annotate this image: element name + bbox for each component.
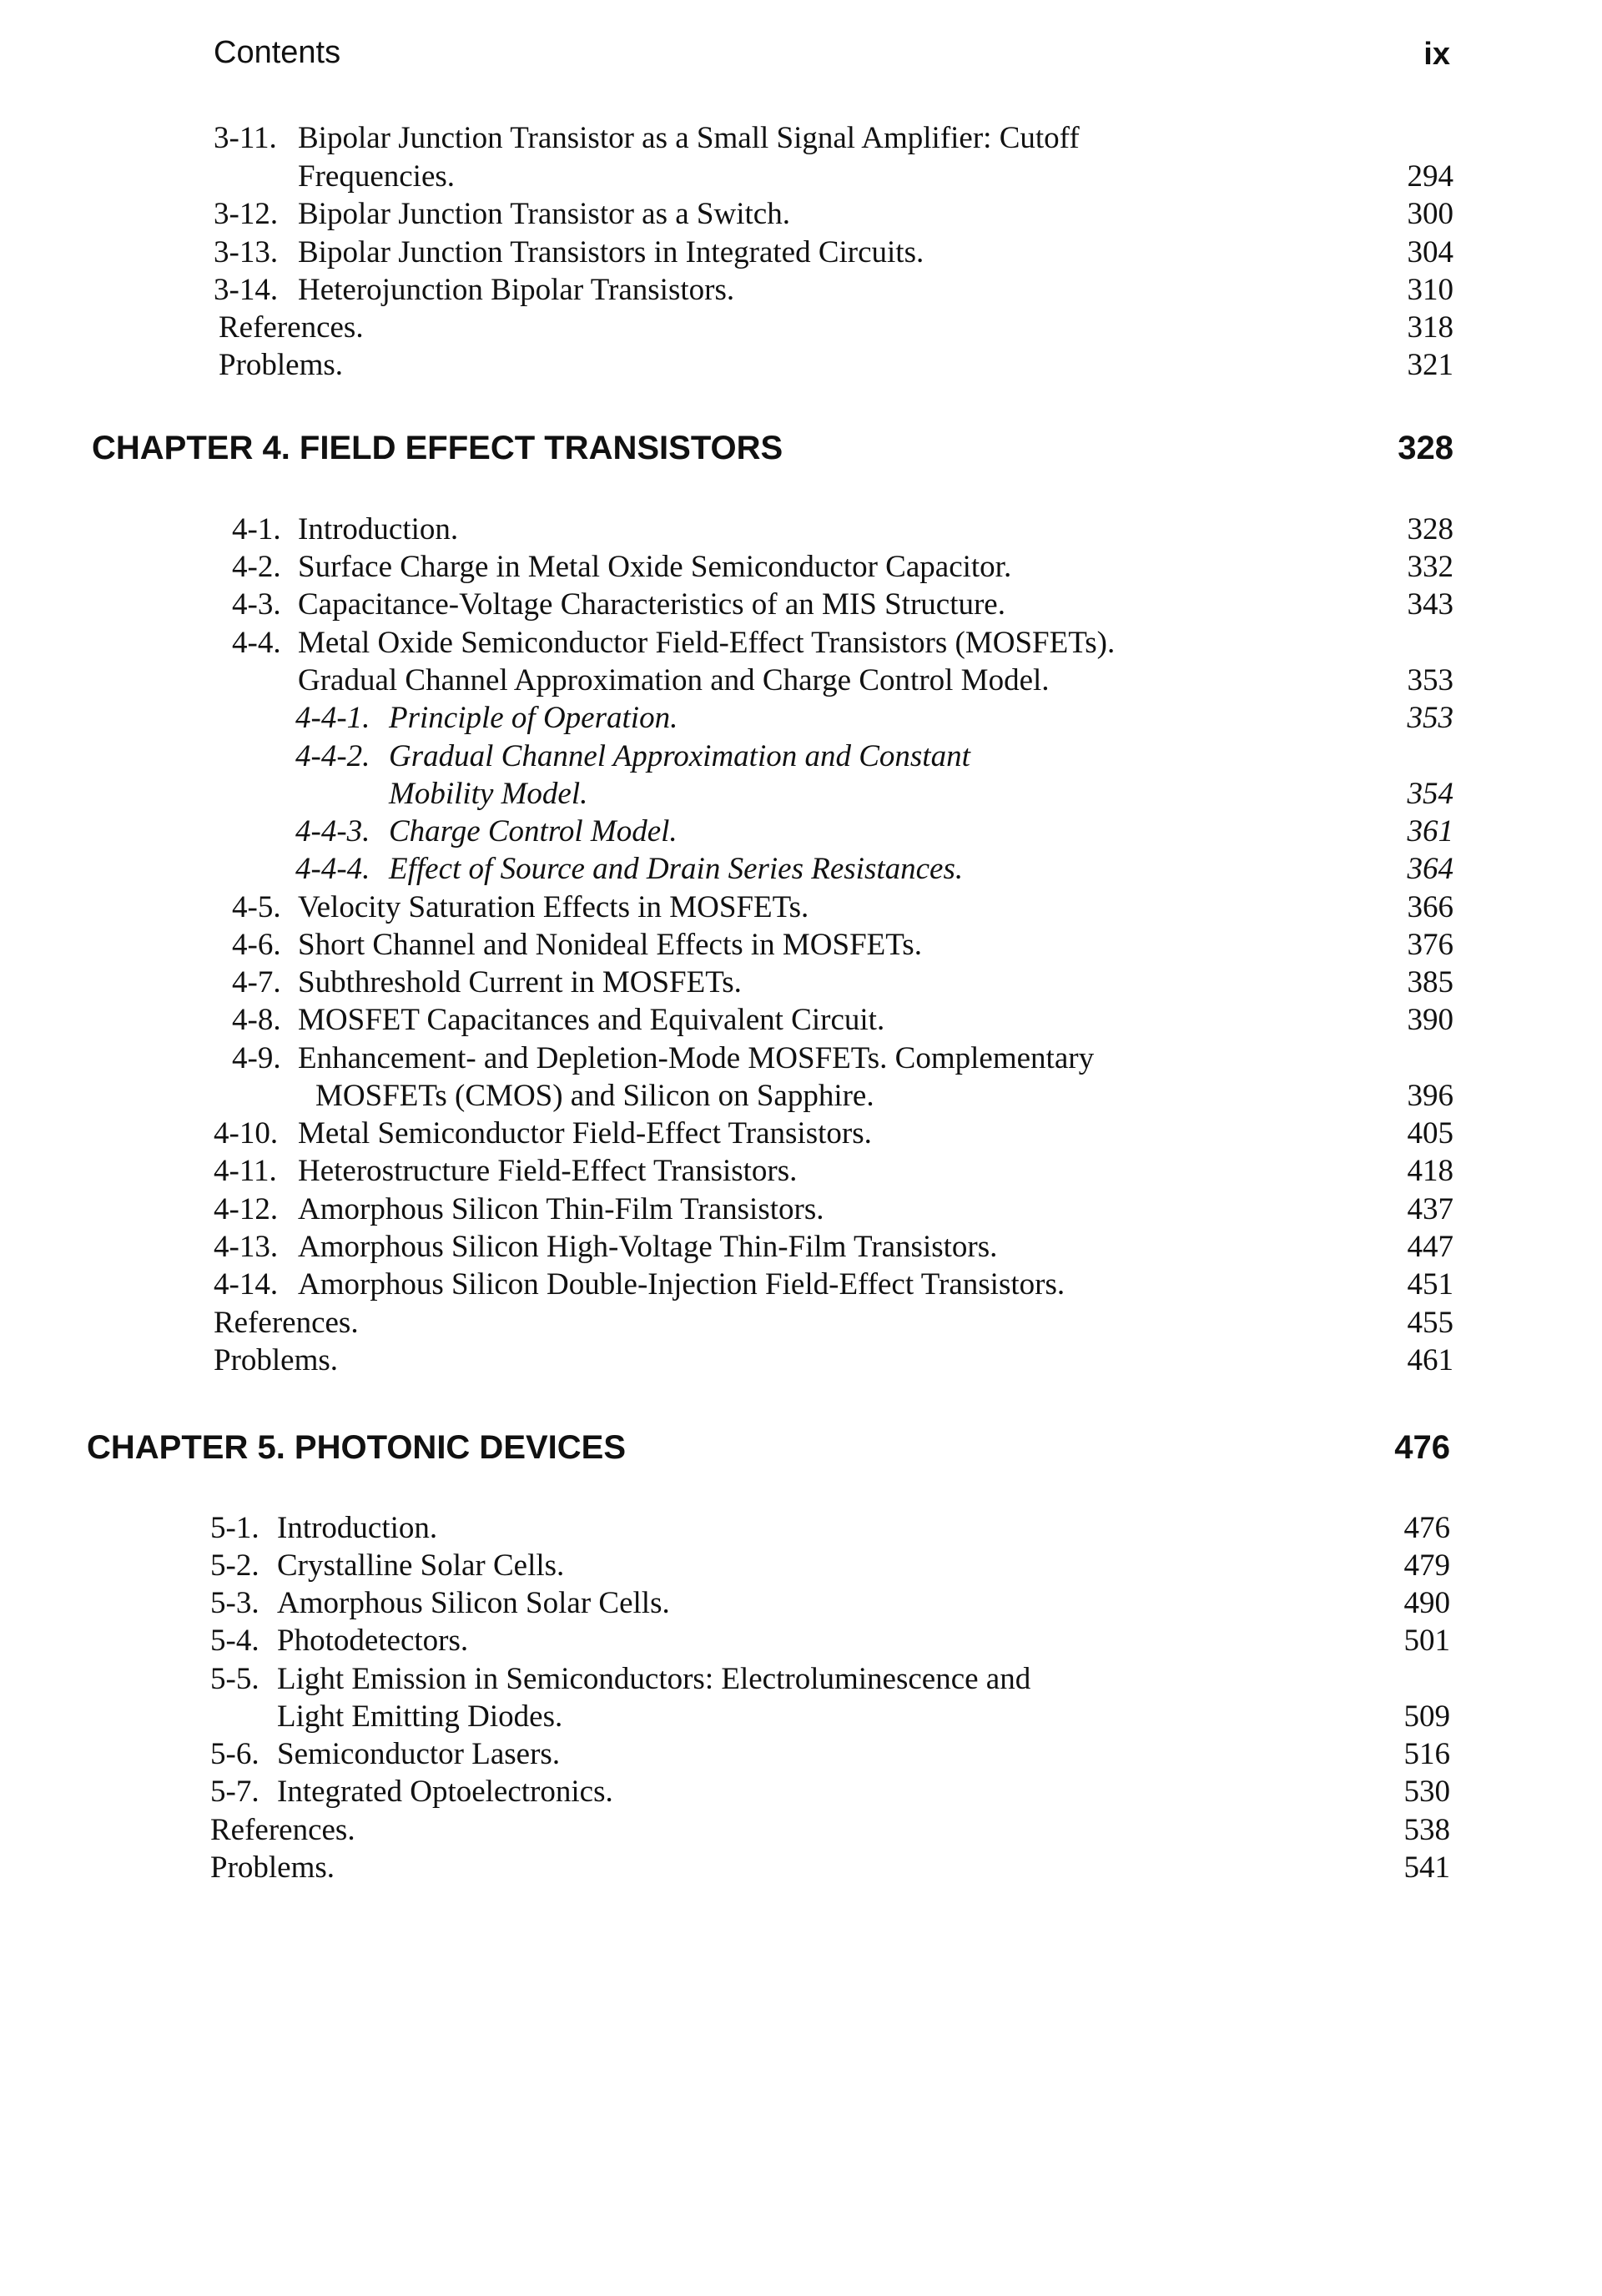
toc-entry — [214, 662, 1453, 700]
entry-title: Light Emission in Semiconductors: Electroluminescence and — [277, 1662, 1031, 1696]
entry-page: 294 — [1407, 159, 1453, 194]
entry-number: 3-13. — [214, 235, 279, 269]
running-header: Contents — [214, 35, 341, 70]
entry-number: 4-7. — [232, 965, 281, 999]
entry-number: 4-4-1. — [295, 701, 370, 735]
entry-title: Integrated Optoelectronics. — [277, 1775, 613, 1809]
entry-number: 3-14. — [214, 273, 279, 307]
entry-title: Short Channel and Nonideal Effects in MOSFETs. — [298, 928, 922, 962]
entry-page: 376 — [1407, 928, 1453, 962]
toc-subentry — [214, 738, 1453, 776]
toc-entry — [214, 1115, 1453, 1153]
entry-title: References. — [214, 1306, 359, 1340]
toc-entry — [210, 1811, 1450, 1850]
entry-title: Charge Control Model. — [389, 814, 678, 848]
entry-number: 4-13. — [214, 1230, 279, 1264]
entry-title: Effect of Source and Drain Series Resistances. — [389, 852, 964, 886]
toc-entry — [214, 1152, 1453, 1191]
entry-title: Problems. — [219, 348, 344, 382]
entry-title: Amorphous Silicon Solar Cells. — [277, 1586, 670, 1620]
entry-page: 343 — [1407, 587, 1453, 622]
entry-number: 4-11. — [214, 1154, 277, 1188]
entry-number: 4-4-2. — [295, 739, 370, 773]
toc-entry — [210, 1584, 1450, 1623]
entry-page: 437 — [1407, 1192, 1453, 1226]
entry-number: 5-6. — [210, 1737, 259, 1771]
entry-number: 5-5. — [210, 1662, 259, 1696]
toc-entry — [210, 1509, 1450, 1548]
entry-page: 353 — [1407, 701, 1453, 735]
entry-title: Principle of Operation. — [389, 701, 678, 735]
entry-page: 310 — [1407, 273, 1453, 307]
entry-page: 455 — [1407, 1306, 1453, 1340]
entry-page: 461 — [1407, 1343, 1453, 1377]
toc-entry — [210, 1622, 1450, 1660]
entry-title: Velocity Saturation Effects in MOSFETs. — [298, 890, 809, 924]
entry-title: References. — [210, 1813, 355, 1847]
toc-entry — [214, 195, 1453, 234]
toc-entry — [214, 1001, 1453, 1040]
entry-title: Capacitance-Voltage Characteristics of an MIS Structure. — [298, 587, 1005, 622]
entry-title: Problems. — [214, 1343, 339, 1377]
toc-entry — [214, 346, 1453, 385]
toc-entry — [210, 1735, 1450, 1774]
entry-page: 490 — [1403, 1586, 1450, 1620]
toc-entry — [214, 1342, 1453, 1380]
entry-title: Subthreshold Current in MOSFETs. — [298, 965, 742, 999]
toc-subentry — [214, 775, 1453, 813]
entry-title: Amorphous Silicon Thin-Film Transistors. — [298, 1192, 824, 1226]
entry-page: 501 — [1403, 1624, 1450, 1658]
toc-entry — [210, 1698, 1450, 1736]
entry-title: Introduction. — [298, 512, 459, 546]
entry-title: Crystalline Solar Cells. — [277, 1548, 565, 1583]
entry-title: Problems. — [210, 1850, 335, 1885]
entry-page: 530 — [1403, 1775, 1450, 1809]
entry-title: Introduction. — [277, 1511, 438, 1545]
toc-entry — [214, 964, 1453, 1002]
toc-entry — [214, 1266, 1453, 1304]
entry-page: 447 — [1407, 1230, 1453, 1264]
toc-entry — [214, 624, 1453, 662]
entry-number: 5-7. — [210, 1775, 259, 1809]
toc-entry — [214, 1040, 1453, 1078]
entry-page: 541 — [1403, 1850, 1450, 1885]
entry-number: 4-10. — [214, 1116, 279, 1151]
entry-title: MOSFETs (CMOS) and Silicon on Sapphire. — [315, 1079, 874, 1113]
entry-page: 509 — [1403, 1699, 1450, 1734]
toc-entry — [210, 1849, 1450, 1887]
entry-number: 4-1. — [232, 512, 281, 546]
toc-entry — [214, 586, 1453, 624]
entry-title: Semiconductor Lasers. — [277, 1737, 561, 1771]
entry-title: Metal Semiconductor Field-Effect Transistors. — [298, 1116, 872, 1151]
entry-title: Amorphous Silicon High-Voltage Thin-Film Transistors. — [298, 1230, 998, 1264]
page-number: ix — [1423, 37, 1450, 72]
entry-title: Gradual Channel Approximation and Charge Control Model. — [298, 663, 1050, 697]
entry-number: 4-2. — [232, 550, 281, 584]
entry-title: Amorphous Silicon Double-Injection Field-Effect Transistors. — [298, 1267, 1065, 1302]
toc-entry — [214, 889, 1453, 927]
entry-page: 300 — [1407, 197, 1453, 231]
entry-title: Metal Oxide Semiconductor Field-Effect Transistors (MOSFETs). — [298, 626, 1116, 660]
entry-page: 321 — [1407, 348, 1453, 382]
toc-entry — [214, 1228, 1453, 1266]
toc-entry — [214, 309, 1453, 347]
entry-title: Heterostructure Field-Effect Transistors. — [298, 1154, 798, 1188]
entry-page: 516 — [1403, 1737, 1450, 1771]
toc-entry — [214, 926, 1453, 964]
entry-number: 4-4-4. — [295, 852, 370, 886]
entry-number: 4-6. — [232, 928, 281, 962]
chapter-title: CHAPTER 5. PHOTONIC DEVICES — [87, 1429, 627, 1466]
toc-entry — [210, 1773, 1450, 1811]
entry-page: 385 — [1407, 965, 1453, 999]
entry-number: 4-8. — [232, 1003, 281, 1037]
entry-number: 5-4. — [210, 1624, 259, 1658]
toc-entry — [210, 1547, 1450, 1585]
entry-title: Bipolar Junction Transistors in Integrated Circuits. — [298, 235, 924, 269]
entry-page: 479 — [1403, 1548, 1450, 1583]
entry-number: 4-4-3. — [295, 814, 370, 848]
toc-subentry — [214, 813, 1453, 851]
entry-title: Frequencies. — [298, 159, 456, 194]
entry-page: 328 — [1407, 512, 1453, 546]
toc-entry — [214, 1191, 1453, 1229]
toc-entry — [214, 511, 1453, 549]
chapter-4-heading — [92, 427, 1453, 469]
entry-page: 304 — [1407, 235, 1453, 269]
toc-entry — [214, 1077, 1453, 1115]
entry-page: 332 — [1407, 550, 1453, 584]
entry-title: MOSFET Capacitances and Equivalent Circuit. — [298, 1003, 885, 1037]
entry-page: 361 — [1407, 814, 1453, 848]
toc-entry — [214, 158, 1453, 196]
toc-entry — [214, 271, 1453, 310]
toc-subentry — [214, 699, 1453, 738]
entry-title: Enhancement- and Depletion-Mode MOSFETs. Complementary — [298, 1041, 1095, 1075]
entry-number: 5-3. — [210, 1586, 259, 1620]
toc-entry — [214, 548, 1453, 587]
entry-page: 405 — [1407, 1116, 1453, 1151]
entry-title: Bipolar Junction Transistor as a Small Signal Amplifier: Cutoff — [298, 121, 1080, 155]
entry-number: 4-12. — [214, 1192, 279, 1226]
entry-page: 353 — [1407, 663, 1453, 697]
entry-title: Mobility Model. — [389, 777, 588, 811]
entry-title: References. — [219, 310, 364, 345]
chapter-page: 328 — [1398, 430, 1453, 466]
toc-entry — [214, 234, 1453, 272]
toc-entry — [210, 1660, 1450, 1699]
entry-title: Light Emitting Diodes. — [277, 1699, 563, 1734]
entry-title: Bipolar Junction Transistor as a Switch. — [298, 197, 790, 231]
entry-number: 3-12. — [214, 197, 279, 231]
entry-number: 4-9. — [232, 1041, 281, 1075]
entry-page: 538 — [1403, 1813, 1450, 1847]
entry-page: 451 — [1407, 1267, 1453, 1302]
chapter-page: 476 — [1394, 1429, 1450, 1466]
toc-subentry — [214, 850, 1453, 889]
entry-number: 4-4. — [232, 626, 281, 660]
toc-entry — [214, 1304, 1453, 1342]
entry-number: 5-1. — [210, 1511, 259, 1545]
entry-page: 366 — [1407, 890, 1453, 924]
entry-page: 390 — [1407, 1003, 1453, 1037]
entry-page: 396 — [1407, 1079, 1453, 1113]
entry-number: 4-5. — [232, 890, 281, 924]
entry-number: 4-14. — [214, 1267, 279, 1302]
chapter-5-heading — [87, 1427, 1450, 1468]
chapter-title: CHAPTER 4. FIELD EFFECT TRANSISTORS — [92, 430, 783, 466]
toc-entry — [214, 119, 1453, 158]
entry-page: 476 — [1403, 1511, 1450, 1545]
entry-title: Photodetectors. — [277, 1624, 469, 1658]
entry-page: 418 — [1407, 1154, 1453, 1188]
entry-number: 5-2. — [210, 1548, 259, 1583]
entry-title: Heterojunction Bipolar Transistors. — [298, 273, 735, 307]
entry-page: 318 — [1407, 310, 1453, 345]
entry-number: 3-11. — [214, 121, 277, 155]
entry-page: 354 — [1407, 777, 1453, 811]
entry-page: 364 — [1407, 852, 1453, 886]
entry-title: Gradual Channel Approximation and Constant — [389, 739, 970, 773]
entry-title: Surface Charge in Metal Oxide Semiconductor Capacitor. — [298, 550, 1012, 584]
entry-number: 4-3. — [232, 587, 281, 622]
